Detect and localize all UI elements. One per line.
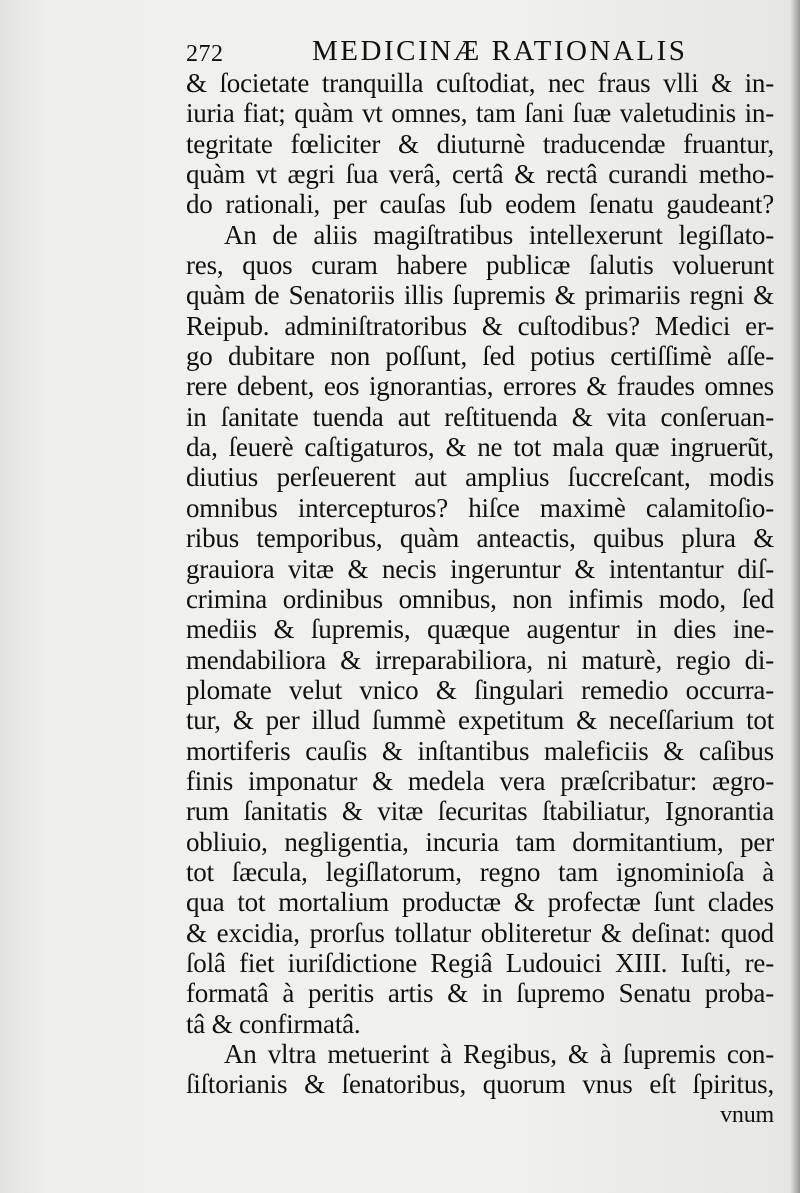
text-line: diutius perſeuerent aut amplius ſuccreſcant, modis (186, 462, 774, 493)
page-header (186, 33, 686, 67)
paragraph-end-line: tâ & confirmatâ. (186, 1008, 361, 1039)
running-title: MEDICINÆ RATIONALIS (312, 35, 688, 67)
text-line: quàm de Senatoriis illis ſupremis & primariis regni & (186, 280, 774, 311)
text-line: formatâ à peritis artis & in ſupremo Senatu proba- (186, 978, 774, 1009)
text-line: plomate velut vnico & ſingulari remedio occurra- (186, 674, 774, 705)
text-line: go dubitare non poſſunt, ſed potius certiſſimè aſſe- (186, 341, 774, 372)
text-line: crimina ordinibus omnibus, non infimis modo, ſed (186, 583, 774, 614)
text-line: finis imponatur & medela vera præſcribatur: ægro- (186, 765, 774, 796)
text-line: do rationali, per cauſas ſub eodem ſenatu gaudeant? (186, 189, 774, 220)
page-gutter-shadow (790, 0, 800, 1193)
text-line: rum ſanitatis & vitæ ſecuritas ſtabiliatur, Ignorantia (186, 796, 774, 827)
paragraph-start-line: An vltra metuerint à Regibus, & à ſupremis con- (224, 1039, 774, 1069)
body-text (186, 68, 774, 1130)
text-line: in ſanitate tuenda aut reſtituenda & vita conſeruan- (186, 401, 774, 432)
text-line: res, quos curam habere publicæ ſalutis voluerunt (186, 250, 774, 281)
text-line: Reipub. adminiſtratoribus & cuſtodibus? Medici er- (186, 310, 774, 341)
paragraph-start-line: An de aliis magiſtratibus intellexerunt legiſlato- (224, 219, 774, 250)
text-line: & ſocietate tranquilla cuſtodiat, nec fraus vlli & in- (186, 68, 774, 98)
text-line: grauiora vitæ & necis ingeruntur & intentantur diſ- (186, 553, 774, 584)
text-line: omnibus intercepturos? hiſce maximè calamitoſio- (186, 492, 774, 523)
text-line: obliuio, negligentia, incuria tam dormitantium, per (186, 826, 774, 857)
text-line: ribus temporibus, quàm anteactis, quibus plura & (186, 523, 774, 554)
catchword: vnum (720, 1101, 774, 1128)
text-line: quàm vt ægri ſua verâ, certâ & rectâ curandi metho- (186, 159, 774, 190)
text-line: qua tot mortalium productæ & profectæ ſunt clades (186, 887, 774, 918)
text-line: rere debent, eos ignorantias, errores & fraudes omnes (186, 371, 774, 402)
text-line: tot ſæcula, legiſlatorum, regno tam ignominioſa à (186, 856, 774, 887)
text-line: & excidia, prorſus tollatur obliteretur & deſinat: quod (186, 917, 774, 948)
text-line: mendabiliora & irreparabiliora, ni maturè, regio di- (186, 644, 774, 675)
text-line: ſiſtorianis & ſenatoribus, quorum vnus eſt ſpiritus, (186, 1069, 774, 1100)
text-line: mediis & ſupremis, quæque augentur in dies ine- (186, 614, 774, 645)
text-line: iuria fiat; quàm vt omnes, tam ſani ſuæ valetudinis in- (186, 98, 774, 129)
text-line: ſolâ fiet iuriſdictione Regiâ Ludouici XIII. Iuſti, re- (186, 947, 774, 978)
text-line: da, ſeuerè caſtigaturos, & ne tot mala quæ ingruerũt, (186, 432, 774, 463)
page-number: 272 (186, 41, 224, 67)
text-line: mortiferis cauſis & inſtantibus maleficiis & caſibus (186, 735, 774, 766)
text-line: tur, & per illud ſummè expetitum & neceſſarium tot (186, 705, 774, 736)
text-line: tegritate fœliciter & diuturnè traducendæ fruantur, (186, 128, 774, 159)
